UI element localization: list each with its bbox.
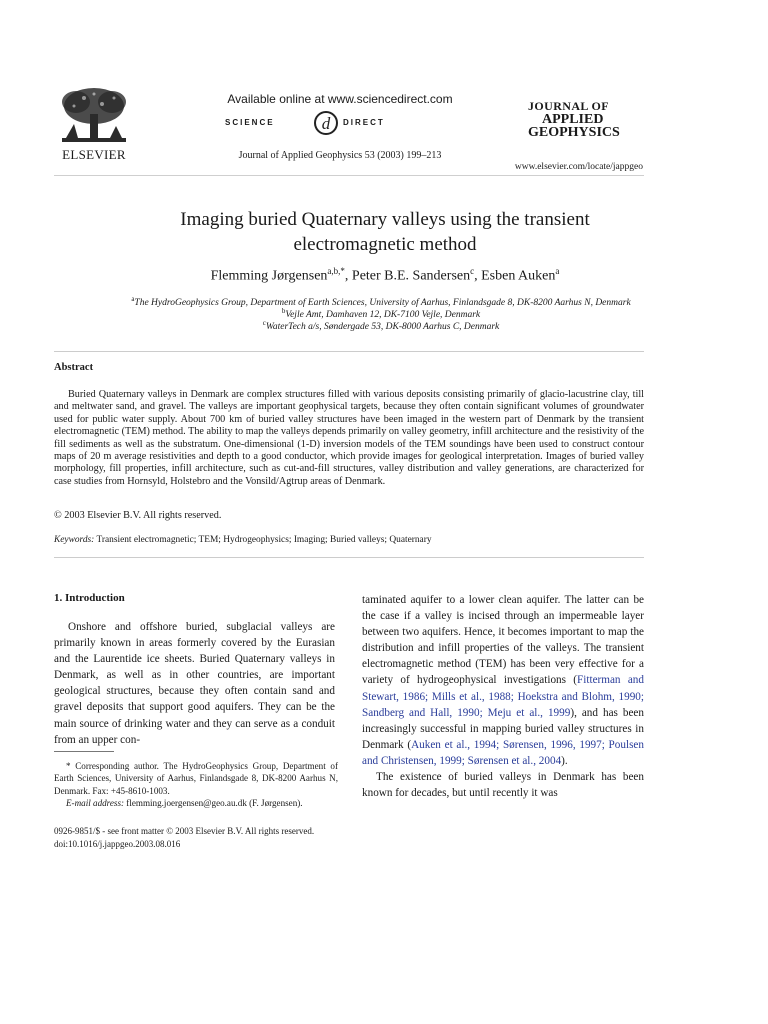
email-label: E-mail address: (66, 798, 125, 808)
email-footnote (54, 797, 338, 809)
available-online-text: Available online at www.sciencedirect.com (227, 92, 453, 106)
author-affil-marker: c (470, 266, 475, 276)
author-name: , Esben Auken (474, 268, 556, 284)
sciencedirect-logo (225, 110, 455, 140)
section-heading: 1. Introduction (54, 592, 125, 604)
author-list (60, 266, 710, 285)
front-matter-line: 0926-9851/$ - see front matter © 2003 Elsevier B.V. All rights reserved. (54, 826, 315, 836)
abstract-bottom-divider (54, 557, 644, 558)
intro-paragraph: Onshore and offshore buried, subglacial valleys are primarily known in areas formerly covered by the Eurasian and the Laurentide ice sheets. Buried Quaternary valleys in Denmark, as well as in other countries, are important geological structures, because they often contain sand and gravel deposits that support good aquifers. They can be the main source of drinking water and they can serve as a conduit from an upper con- (54, 621, 335, 746)
article-title (60, 207, 710, 257)
affil-marker: c (262, 319, 266, 327)
imprint (54, 825, 374, 850)
right-column (362, 592, 644, 801)
paragraph-text: ). (561, 754, 568, 767)
corresponding-author-footnote: * Corresponding author. The HydroGeophysics Group, Department of Earth Sciences, University of Aarhus, Finlandsgade 8, DK-8200 Aarhus N, Denmark. Fax: +45-8610-1003. (54, 761, 338, 796)
publisher-name: ELSEVIER (62, 147, 126, 162)
svg-text:d: d (321, 114, 331, 133)
left-column (54, 592, 335, 748)
journal-citation: Journal of Applied Geophysics 53 (2003) 199–213 (238, 150, 442, 161)
paragraph-text: taminated aquifer to a lower clean aquifer. The latter can be the case if a valley is incised through an impermeable layer between two aquifers. Hence, it becomes important to map the distribution and infill properties of the valleys. The transient electromagnetic method (TEM) has been very effective for a variety of hydrogeophysical investigations ( (362, 594, 644, 687)
intro-paragraph-continued (362, 592, 644, 769)
title-line-1: Imaging buried Quaternary valleys using the transient (180, 209, 590, 230)
author-name: Flemming Jørgensen (210, 268, 328, 284)
abstract-top-divider (54, 351, 644, 352)
author-affil-marker: a (555, 266, 560, 276)
abstract-heading: Abstract (54, 362, 94, 373)
keywords (54, 535, 654, 545)
footnote-rule (54, 751, 114, 752)
doi-line: doi:10.1016/j.jappgeo.2003.08.016 (54, 838, 181, 849)
abstract-copyright: © 2003 Elsevier B.V. All rights reserved. (54, 510, 222, 521)
reference-links[interactable]: Auken et al., 1994; Sørensen, 1996, 1997; Poulsen and Christensen, 1999; Sørensen et al., 2004 (362, 738, 644, 767)
title-line-2: electromagnetic method (293, 234, 477, 255)
affiliation-c (56, 317, 706, 333)
elsevier-tree-logo (54, 84, 134, 146)
sciencedirect-left-text: SCIENCE (225, 118, 275, 127)
journal-logo-line2: APPLIED (542, 112, 604, 127)
paragraph-text: ), and has been increasingly successful in mapping buried valley structures in Denmark ( (362, 706, 644, 751)
affil-text: Vejle Amt, Damhaven 12, DK-7100 Vejle, Denmark (285, 310, 481, 321)
reference-links[interactable]: Fitterman and Stewart, 1986; Mills et al., 1988; Hoekstra and Blohm, 1990; Sandberg and Hall, 1990; Meju et al., 1999 (362, 674, 644, 719)
abstract-text: Buried Quaternary valleys in Denmark are complex structures filled with various deposits consisting primarily of glacio-lacustrine clay, till and meltwater sand, and gravel. The valleys are important geophysical targets, because they often contain significant volumes of groundwater used for public water supply. About 700 km of buried valley structures have been imaged in the western part of Denmark by the transient electromagnetic (TEM) method. The ability to map the valleys depends primarily on valley geometry, infill architecture and the resistivity of the fill sediments as well as the substratum. One-dimensional (1-D) inversion models of the TEM soundings have been used to construct contour maps of 20 m average resistivities and depth to a good conductor, which provide images for geological interpretation. Images of buried valley morphology, fill properties, infill architecture, such as cut-and-fill structures, valley distribution and valley generations, are characterized for case studies from Hornsyld, Holstebro and the Vonsild/Agtrup areas of Denmark. (54, 389, 644, 487)
author-name: , Peter B.E. Sandersen (344, 268, 471, 284)
author-affil-marker: a,b,* (327, 266, 345, 276)
keywords-list: Transient electromagnetic; TEM; Hydrogeophysics; Imaging; Buried valleys; Quaternary (94, 535, 432, 545)
affil-marker: a (131, 295, 135, 303)
affil-text: WaterTech a/s, Søndergade 53, DK-8000 Aarhus C, Denmark (265, 322, 500, 333)
sciencedirect-at-icon (313, 110, 339, 136)
journal-logo-line1: JOURNAL OF (528, 99, 610, 113)
affil-text: The HydroGeophysics Group, Department of Earth Sciences, University of Aarhus, Finlandsgade 8, DK-8200 Aarhus N, Denmark (134, 298, 631, 309)
intro-paragraph: The existence of buried valleys in Denmark has been known for decades, but until recently it was (362, 771, 644, 800)
sciencedirect-right-text: DIRECT (343, 118, 385, 127)
keywords-label: Keywords: (54, 535, 95, 545)
journal-url-link[interactable]: www.elsevier.com/locate/jappgeo (514, 162, 643, 172)
journal-logo-line3: GEOPHYSICS (528, 125, 620, 140)
header-divider (54, 175, 644, 176)
affil-marker: b (281, 307, 286, 315)
journal-logo (528, 100, 648, 139)
email-address[interactable]: flemming.joergensen@geo.au.dk (F. Jørgensen). (124, 798, 303, 808)
